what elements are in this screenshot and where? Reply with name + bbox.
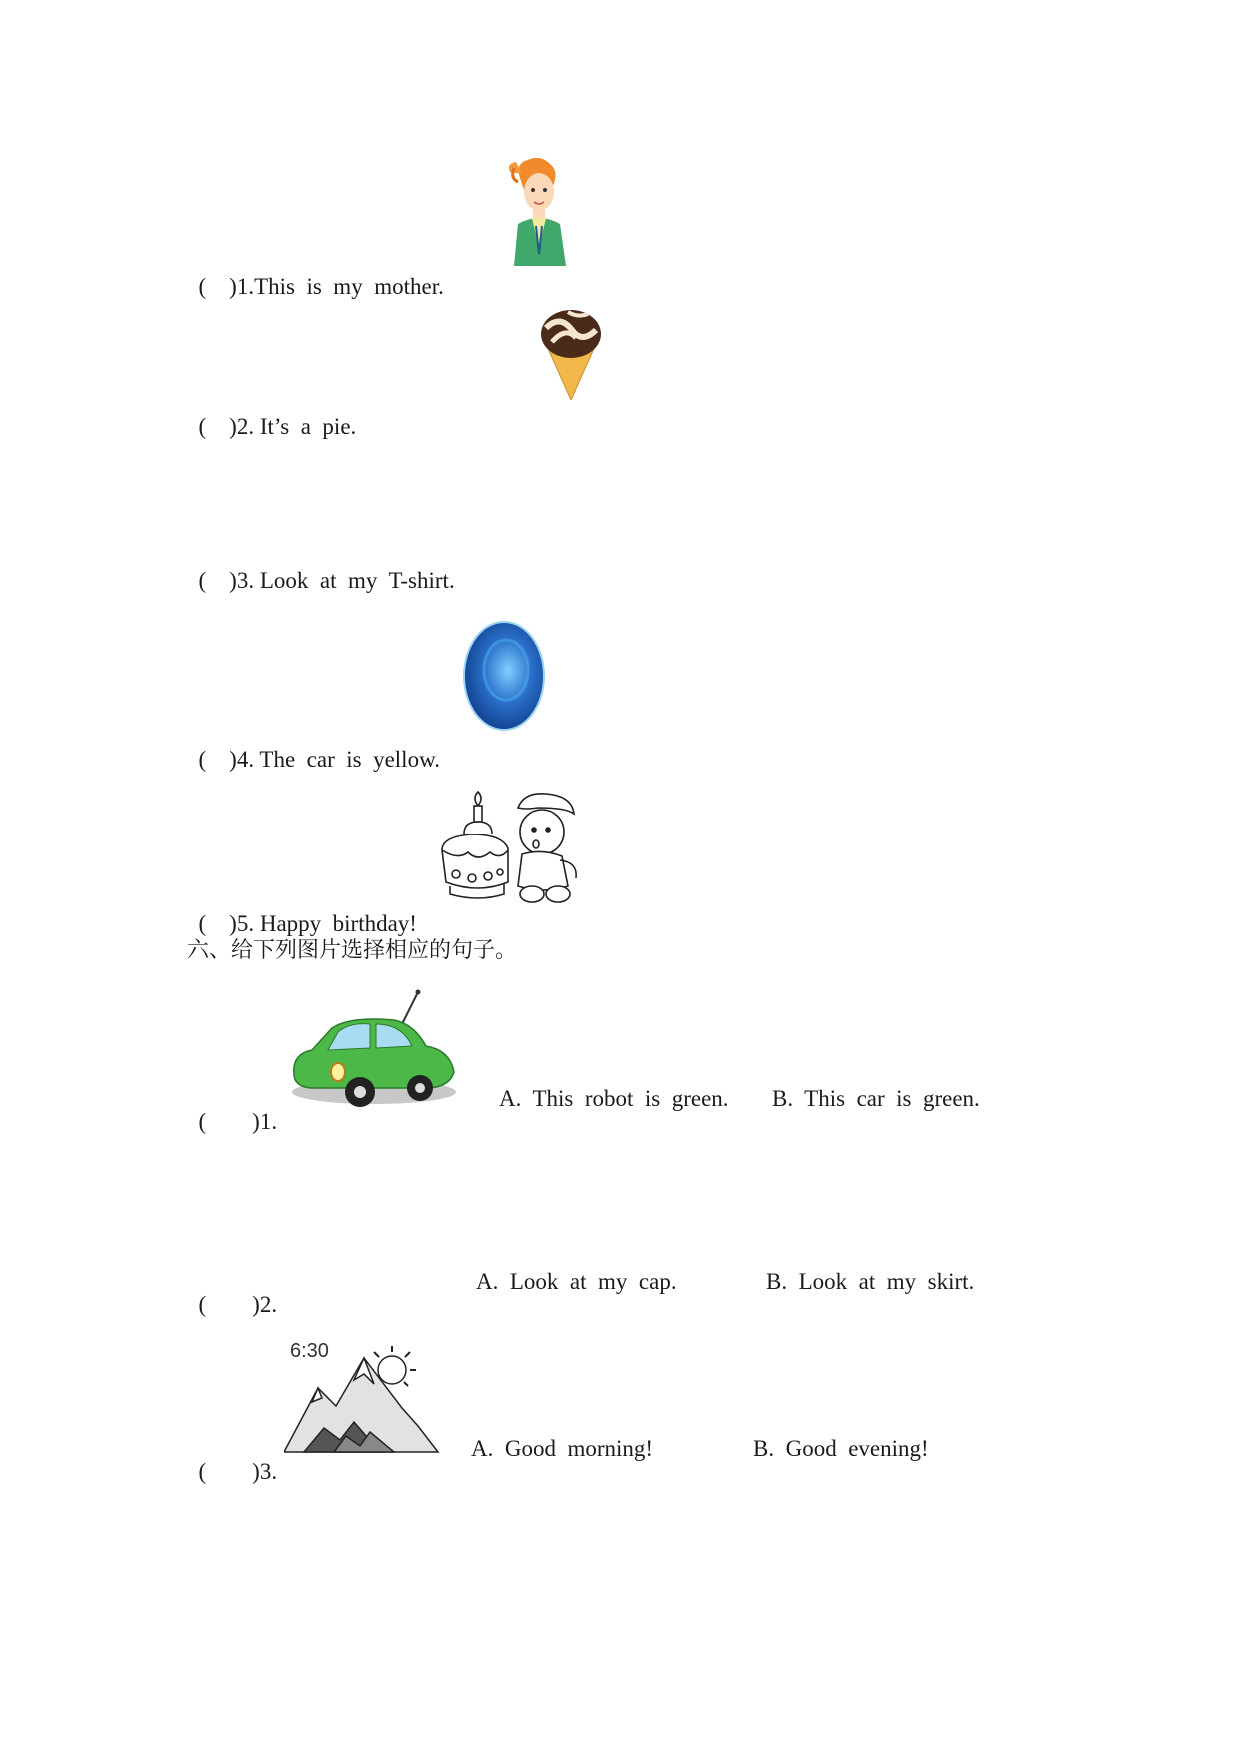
option-6-1-b[interactable]: B. This car is green. (772, 1086, 980, 1111)
question-text: 5. Happy birthday! (236, 911, 417, 936)
question-6-1 (187, 1087, 277, 1133)
birthday-cake-picture (438, 790, 588, 908)
clock-time-label: 6:30 (290, 1340, 329, 1362)
question-text: 3. Look at my T-shirt. (236, 568, 455, 593)
question-5-3 (187, 546, 455, 592)
section-six-heading: 六、给下列图片选择相应的句子。 (187, 938, 518, 963)
question-number: 2. (259, 1292, 278, 1317)
question-text: 4. The car is yellow. (236, 747, 440, 772)
ball-picture (460, 620, 548, 732)
answer-blank[interactable]: ( ) (198, 747, 237, 772)
ice-cream-picture (538, 308, 604, 400)
answer-blank[interactable]: ( ) (198, 911, 237, 936)
question-text: 1.This is my mother. (236, 274, 444, 299)
answer-blank[interactable]: ( ) (198, 1459, 260, 1484)
answer-blank[interactable]: ( ) (198, 1109, 260, 1134)
answer-blank[interactable]: ( ) (198, 568, 237, 593)
option-6-2-a[interactable]: A. Look at my cap. (476, 1269, 677, 1294)
question-6-2 (187, 1270, 277, 1316)
option-6-3-a[interactable]: A. Good morning! (471, 1436, 654, 1461)
answer-blank[interactable]: ( ) (198, 1292, 260, 1317)
question-number: 3. (259, 1459, 278, 1484)
option-6-2-b[interactable]: B. Look at my skirt. (766, 1269, 975, 1294)
green-car-picture (290, 988, 460, 1108)
option-6-3-b[interactable]: B. Good evening! (753, 1436, 929, 1461)
question-number: 1. (259, 1109, 278, 1134)
mountain-icon (284, 1336, 440, 1454)
question-text: 2. It’s a pie. (236, 414, 357, 439)
mother-picture (500, 158, 580, 266)
answer-blank[interactable]: ( ) (198, 414, 237, 439)
question-5-2 (187, 392, 356, 438)
mountain-sunrise-picture (284, 1336, 440, 1454)
question-5-5 (187, 889, 417, 935)
question-6-3 (187, 1437, 277, 1483)
option-6-1-a[interactable]: A. This robot is green. (499, 1086, 729, 1111)
question-5-4 (187, 725, 440, 771)
question-5-1 (187, 252, 444, 298)
answer-blank[interactable]: ( ) (198, 274, 237, 299)
